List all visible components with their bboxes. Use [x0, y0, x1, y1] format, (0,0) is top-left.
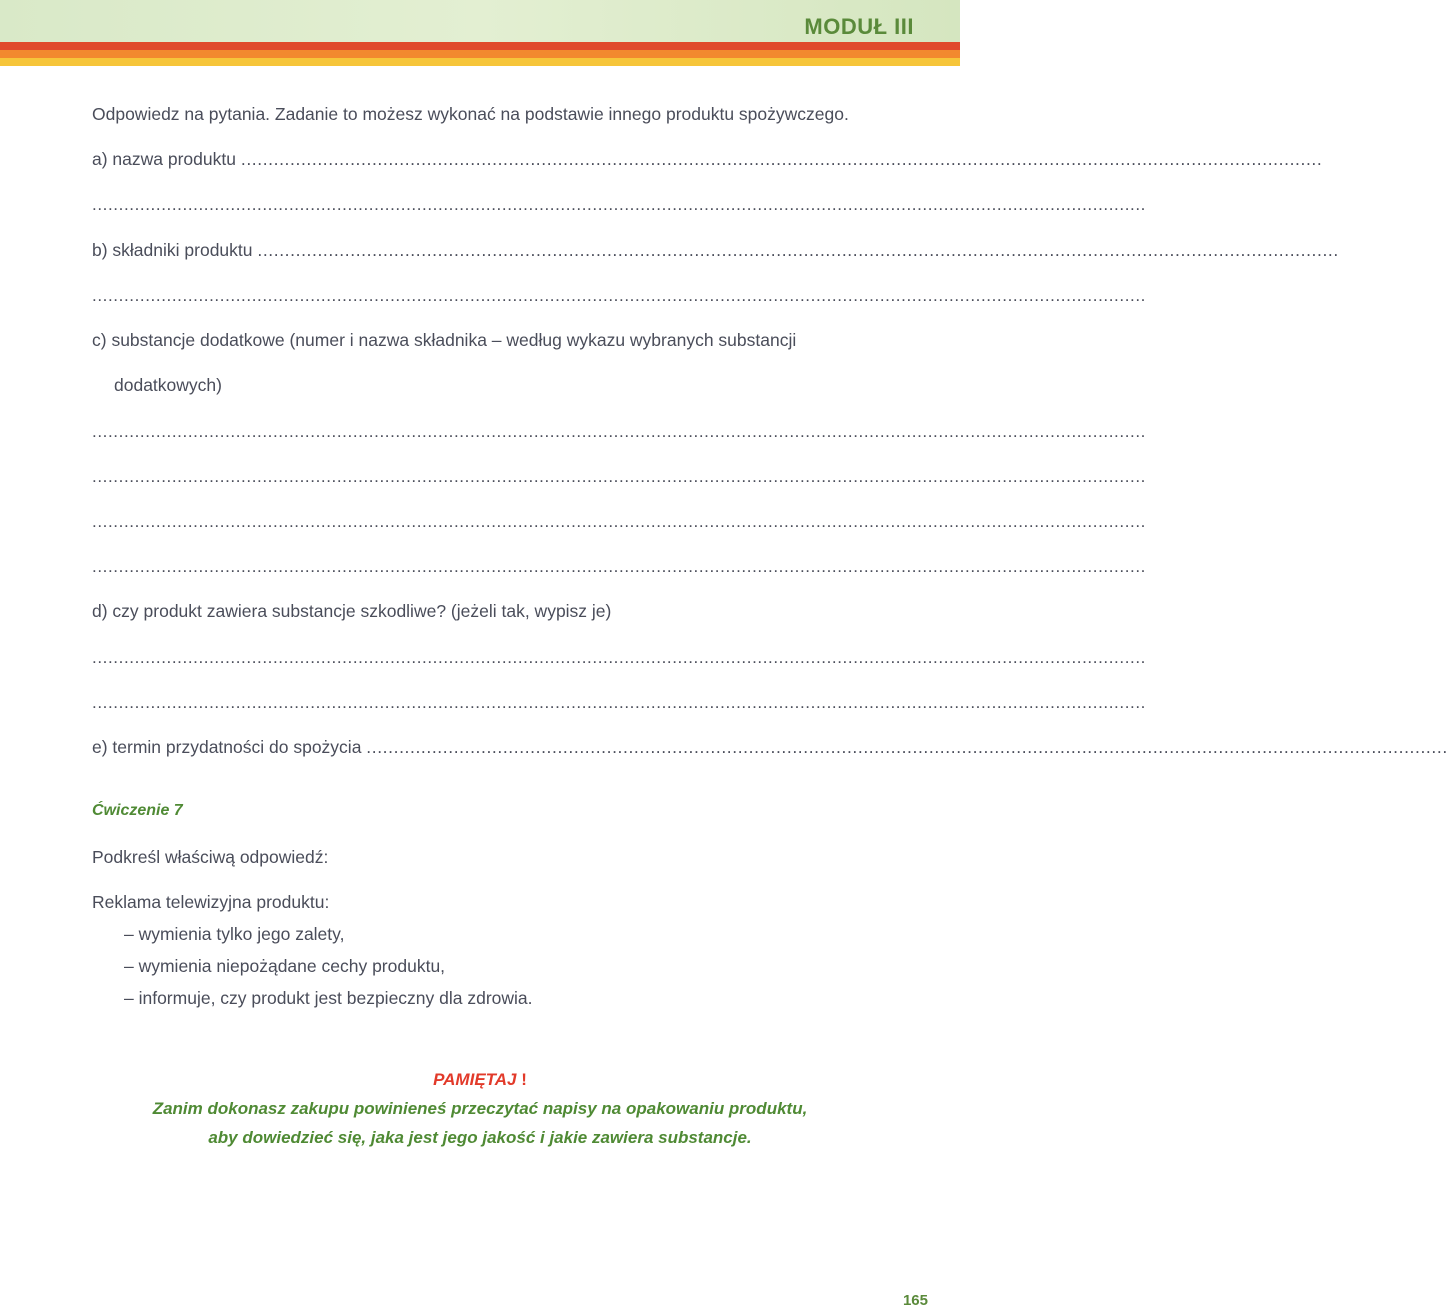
module-title: MODUŁ III [804, 14, 914, 39]
exercise-instruction: Podkreśl właściwą odpowiedź: [92, 847, 329, 867]
header-stripe-yellow [0, 58, 960, 66]
remember-heading [0, 1069, 960, 1091]
answer-line-c2[interactable]: ...................................................................................................................................................................................................... [92, 467, 1146, 486]
question-a [92, 148, 1323, 170]
question-e [92, 736, 1448, 758]
option-3[interactable]: – informuje, czy produkt jest bezpieczny dla zdrowia. [124, 988, 533, 1008]
remember-exclamation: ! [521, 1070, 527, 1089]
answer-line-d1[interactable]: ...................................................................................................................................................................................................... [92, 648, 1146, 667]
answer-line-b2[interactable]: ...................................................................................................................................................................................................... [92, 286, 1146, 305]
question-b-label: b) składniki produktu [92, 240, 253, 260]
answer-line-c3[interactable]: ...................................................................................................................................................................................................... [92, 512, 1146, 531]
answer-line-d2[interactable]: ...................................................................................................................................................................................................... [92, 693, 1146, 712]
question-d: d) czy produkt zawiera substancje szkodliwe? (jeżeli tak, wypisz je) [92, 601, 612, 621]
question-b [92, 239, 1339, 261]
answer-line-c4[interactable]: ...................................................................................................................................................................................................... [92, 557, 1146, 576]
answer-line-a2[interactable]: ...................................................................................................................................................................................................... [92, 195, 1146, 214]
task-intro: Odpowiedz na pytania. Zadanie to możesz wykonać na podstawie innego produktu spożywczego. [92, 104, 849, 124]
answer-line-c1[interactable]: ...................................................................................................................................................................................................... [92, 422, 1146, 441]
remember-label: PAMIĘTAJ [433, 1070, 517, 1089]
question-c-line2: dodatkowych) [114, 375, 222, 395]
exercise-title: Ćwiczenie 7 [92, 802, 183, 819]
question-c-line1: c) substancje dodatkowe (numer i nazwa składnika – według wykazu wybranych substancji [92, 330, 797, 350]
question-e-label: e) termin przydatności do spożycia [92, 737, 362, 757]
header-stripe-red [0, 42, 960, 50]
option-1[interactable]: – wymienia tylko jego zalety, [124, 924, 345, 944]
header-stripe-orange [0, 50, 960, 58]
answer-line-e[interactable]: ...................................................................................................................................................................................................... [366, 737, 1448, 757]
remember-line1: Zanim dokonasz zakupu powinieneś przeczytać napisy na opakowaniu produktu, [152, 1099, 808, 1118]
option-2[interactable]: – wymienia niepożądane cechy produktu, [124, 956, 446, 976]
answer-line-b[interactable]: ...................................................................................................................................................................................................... [257, 240, 1339, 260]
question-a-label: a) nazwa produktu [92, 149, 236, 169]
remember-line2: aby dowiedzieć się, jaka jest jego jakość i jakie zawiera substancje. [208, 1128, 752, 1147]
page-number: 165 [902, 1292, 928, 1309]
answer-line-a[interactable]: ...................................................................................................................................................................................................... [240, 149, 1323, 169]
exercise-question: Reklama telewizyjna produktu: [92, 892, 330, 912]
